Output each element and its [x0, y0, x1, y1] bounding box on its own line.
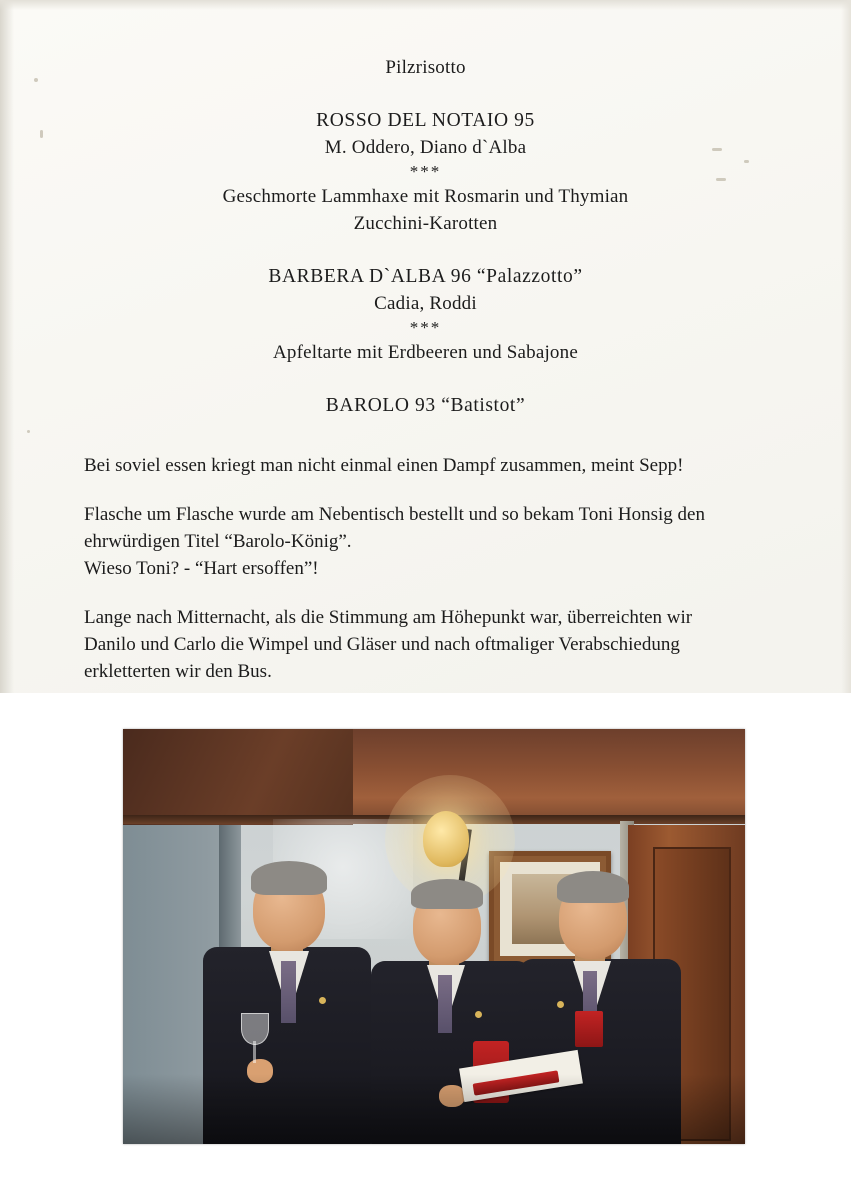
photo-area [0, 693, 851, 1200]
paragraph-line: erkletterten wir den Bus. [84, 661, 272, 682]
wine-glass-stem [253, 1041, 256, 1063]
hair [251, 861, 327, 895]
menu-line-wine-1: ROSSO DEL NOTAIO 95 [316, 110, 535, 131]
paragraph-line: Danilo und Carlo die Wimpel und Gläser und nach oftmaliger Verabschiedung [84, 634, 680, 655]
menu-line-course-2: Geschmorte Lammhaxe mit Rosmarin und Thymian [222, 186, 629, 207]
paragraph-line: ehrwürdigen Titel “Barolo-König”. [84, 531, 352, 552]
paragraph-1 [84, 452, 774, 479]
menu-line-wine-3: BAROLO 93 “Batistot” [325, 395, 526, 416]
spacer [0, 237, 851, 263]
lapel-badge [557, 1001, 564, 1008]
paragraph-line: Lange nach Mitternacht, als die Stimmung am Höhepunkt war, überreichten wir [84, 607, 693, 628]
menu-line-course-1: Pilzrisotto [385, 57, 466, 78]
menu-separator-2: *** [409, 318, 442, 337]
photograph [123, 729, 745, 1144]
menu-line-course-2-side: Zucchini-Karotten [353, 213, 498, 234]
photo-bottom-shading [123, 1074, 745, 1144]
necktie [438, 975, 452, 1033]
paragraph-line: Wieso Toni? - “Hart ersoffen”! [84, 558, 319, 579]
menu-line-wine-2: BARBERA D`ALBA 96 “Palazzotto” [268, 266, 583, 287]
paragraph-3 [84, 604, 774, 685]
hair [557, 871, 629, 903]
page-edge-shadow-top [0, 0, 851, 10]
paragraph-line: Flasche um Flasche wurde am Nebentisch bestellt und so bekam Toni Honsig den [84, 504, 705, 525]
paragraph-2 [84, 501, 774, 582]
ceiling-beam [123, 729, 353, 825]
paragraph-line: Bei soviel essen kriegt man nicht einmal einen Dampf zusammen, meint Sepp! [84, 455, 684, 476]
hair [411, 879, 483, 909]
spacer [0, 366, 851, 392]
lapel-badge [319, 997, 326, 1004]
spacer [0, 81, 851, 107]
menu-line-course-3: Apfeltarte mit Erdbeeren und Sabajone [273, 342, 578, 363]
menu-line-wine-2-producer: Cadia, Roddi [374, 293, 477, 314]
story-text [84, 452, 774, 685]
necktie [281, 961, 296, 1023]
paper-speck [27, 430, 30, 433]
chest-emblem [575, 1011, 603, 1047]
menu-line-wine-1-producer: M. Oddero, Diano d`Alba [324, 137, 527, 158]
menu-separator-1: *** [409, 162, 442, 181]
menu-block [0, 54, 851, 419]
wall-lamp-icon [423, 811, 469, 867]
lapel-badge [475, 1011, 482, 1018]
